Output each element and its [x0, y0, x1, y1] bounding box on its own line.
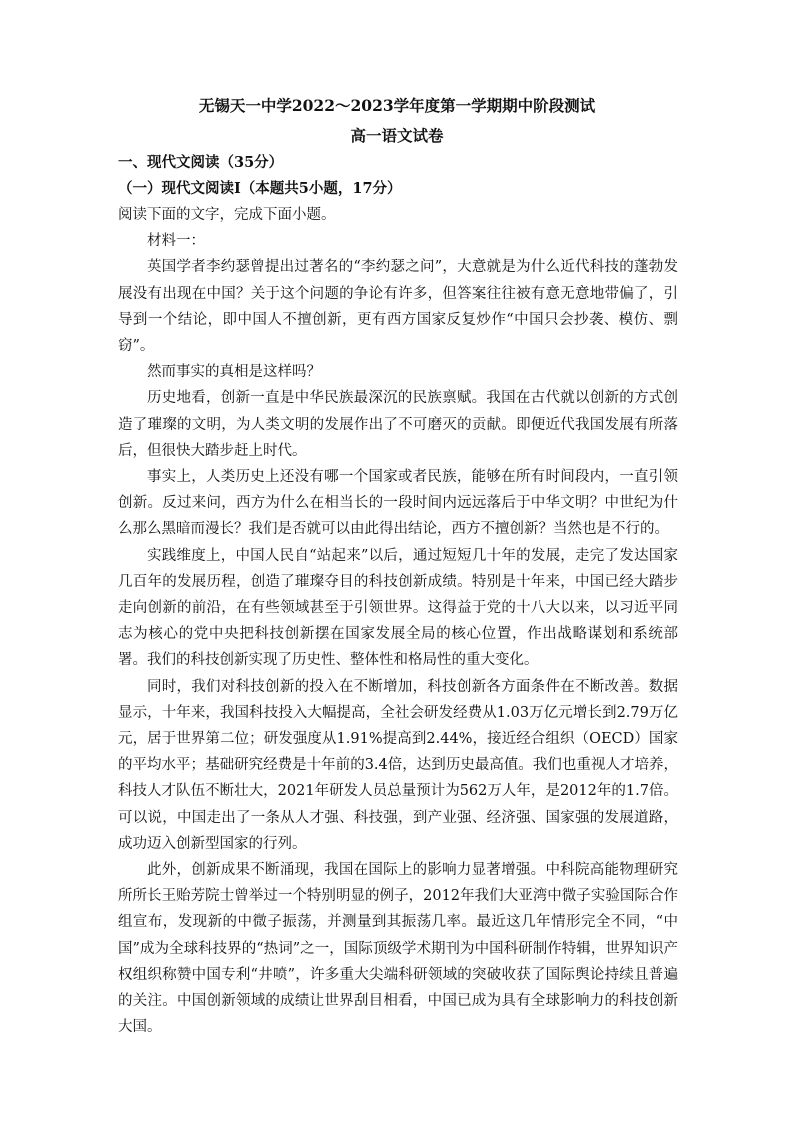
exam-subtitle: 高一语文试卷: [350, 126, 444, 145]
material-label: 材料一：: [147, 233, 205, 250]
paragraph: 英国学者李约瑟曾提出过著名的“李约瑟之问”，大意就是为什么近代科技的蓬勃发展没有出现在中国？关于这个问题的争论有许多，但答案往往被有意无意地带偏了，引导到一个结论，即中国人不擅创新，更有西方国家反复炒作“中国只会抄袭、模仿、剽窃”。: [118, 259, 678, 355]
instruction-text: 阅读下面的文字，完成下面小题。: [118, 207, 336, 223]
section-heading: 一、现代文阅读（35分）: [118, 154, 284, 171]
subsection-heading: （一）现代文阅读Ⅰ（本题共5小题，17分）: [118, 180, 402, 197]
exam-title: 无锡天一中学2022～2023学年度第一学期期中阶段测试: [198, 96, 596, 115]
paragraph: 历史地看，创新一直是中华民族最深沉的民族禀赋。我国在古代就以创新的方式创造了璀璨的文明，为人类文明的发展作出了不可磨灭的贡献。即便近代我国发展有所落后，但很快大踏步赶上时代。: [118, 390, 678, 459]
paragraph: 实践维度上，中国人民自“站起来”以后，通过短短几十年的发展，走完了发达国家几百年的发展历程，创造了璀璨夺目的科技创新成绩。特别是十年来，中国已经大踏步走向创新的前沿，在有些领域甚至于引领世界。这得益于党的十八大以来，以习近平同志为核心的党中央把科技创新摆在国家发展全局的核心位置，作出战略谋划和系统部署。我们的科技创新实现了历史性、整体性和格局性的重大变化。: [118, 547, 678, 669]
paragraph: 同时，我们对科技创新的投入在不断增加，科技创新各方面条件在不断改善。数据显示，十年来，我国科技投入大幅提高，全社会研发经费从1.03万亿元增长到2.79万亿元，居于世界第二位；研发强度从1.91%提高到2.44%，接近经合组织（OECD）国家的平均水平；基础研究经费是十年前的3.4倍，达到历史最高值。我们也重视人才培养，科技人才队伍不断壮大，2021年研发人员总量预计为562万人年，是2012年的1.7倍。可以说，中国走出了一条从人才强、科技强，到产业强、经济强、国家强的发展道路，成功迈入创新型国家的行列。: [118, 678, 678, 852]
paragraph: 然而事实的真相是这样吗？: [147, 364, 321, 381]
exam-content: [118, 150, 678, 1041]
paragraph: 事实上，人类历史上还没有哪一个国家或者民族，能够在所有时间段内，一直引领创新。反过来问，西方为什么在相当长的一段时间内远远落后于中华文明？中世纪为什么那么黑暗而漫长？我们是否就可以由此得出结论，西方不擅创新？当然也是不行的。: [118, 469, 678, 538]
paragraph: 此外，创新成果不断涌现，我国在国际上的影响力显著增强。中科院高能物理研究所所长王贻芳院士曾举过一个特别明显的例子，2012年我们大亚湾中微子实验国际合作组宣布，发现新的中微子振荡，并测量到其振荡几率。最近这几年情形完全不同，“中国”成为全球科技界的“热词”之一，国际顶级学术期刊为中国科研制作特辑，世界知识产权组织称赞中国专利“井喷”，许多重大尖端科研领域的突破收获了国际舆论持续且普遍的关注。中国创新领域的成绩让世界刮目相看，中国已成为具有全球影响力的科技创新大国。: [118, 862, 678, 1036]
